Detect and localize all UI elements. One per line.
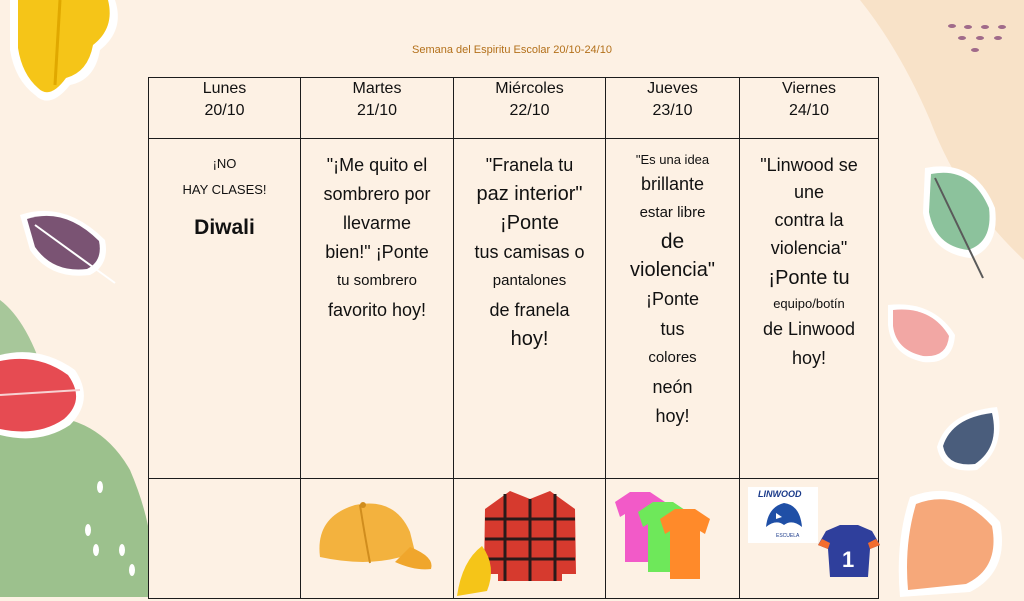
day-date: 23/10 [652, 102, 693, 119]
header-row [149, 78, 879, 139]
orange-leaf-icon [890, 482, 1015, 597]
day-header-monday [149, 78, 301, 139]
theme-line: neón [652, 377, 693, 397]
theme-line: ¡NO [212, 156, 237, 171]
image-cell-wednesday [454, 479, 606, 599]
jersey-number: 1 [842, 547, 855, 572]
day-header-tuesday [301, 78, 454, 139]
theme-line: tu sombrero [336, 272, 418, 289]
yellow-leaf-small-icon [452, 541, 502, 601]
day-date: 22/10 [509, 102, 550, 119]
theme-line: hoy! [510, 328, 549, 350]
theme-line: favorito hoy! [327, 300, 427, 320]
green-leaf-icon [915, 158, 1005, 283]
theme-line: brillante [640, 174, 705, 194]
theme-cell-tuesday [301, 139, 454, 479]
theme-line: Diwali [194, 216, 255, 239]
day-header-friday [740, 78, 879, 139]
theme-line: de [660, 230, 685, 253]
theme-line: colores [648, 349, 697, 366]
theme-line: "Franela tu [485, 155, 574, 175]
theme-line: "Linwood se [760, 155, 858, 175]
day-name: Lunes [202, 80, 247, 97]
theme-line: "Es una idea [635, 152, 710, 167]
day-date: 21/10 [356, 102, 398, 119]
logo-subtitle: ESCUELA [776, 533, 800, 539]
theme-cell-monday [149, 139, 301, 479]
theme-line: tus camisas o [474, 242, 585, 262]
image-cell-friday [740, 479, 879, 599]
day-date: 24/10 [788, 102, 830, 119]
theme-line: de franela [489, 300, 570, 320]
theme-line: pantalones [492, 272, 567, 289]
theme-line: equipo/botín [773, 296, 845, 311]
image-row [149, 479, 879, 599]
logo-name: LINWOOD [758, 489, 802, 499]
theme-line: hoy! [655, 406, 690, 426]
purple-leaf-icon [15, 205, 125, 285]
theme-line: ¡Ponte [500, 212, 559, 234]
theme-line: de Linwood [762, 319, 856, 339]
day-name: Jueves [647, 80, 698, 97]
page-title: Semana del Espiritu Escolar 20/10-24/10 [412, 44, 612, 56]
image-cell-tuesday [301, 479, 454, 599]
day-name: Miércoles [495, 80, 564, 97]
jersey-icon [816, 523, 882, 579]
theme-line: estar libre [639, 204, 706, 221]
day-date: 20/10 [204, 102, 245, 119]
theme-cell-friday [740, 139, 879, 479]
theme-line: sombrero por [323, 184, 431, 204]
theme-line: "¡Me quito el [326, 155, 428, 175]
day-name: Martes [352, 80, 402, 97]
day-header-thursday [606, 78, 740, 139]
theme-cell-wednesday [454, 139, 606, 479]
linwood-logo [748, 487, 818, 543]
theme-line: llevarme [342, 213, 412, 233]
theme-line: violencia" [770, 238, 848, 258]
day-header-wednesday [454, 78, 606, 139]
yellow-leaf-icon [0, 0, 130, 115]
theme-line: hoy! [791, 348, 827, 368]
theme-line: violencia" [630, 259, 715, 281]
cap-icon [315, 497, 435, 577]
red-leaf-icon [0, 345, 95, 445]
neon-tshirts-icon [610, 487, 735, 587]
spirit-week-table [148, 77, 879, 599]
theme-line: ¡Ponte [645, 289, 700, 309]
theme-line: tus [660, 319, 685, 339]
pink-leaf-icon [883, 300, 963, 370]
theme-line: ¡Ponte tu [768, 267, 850, 289]
theme-cell-thursday [606, 139, 740, 479]
navy-leaf-icon [932, 402, 1007, 477]
theme-line: paz interior" [476, 183, 583, 205]
image-cell-thursday [606, 479, 740, 599]
wolf-icon [762, 499, 804, 531]
image-cell-monday [149, 479, 301, 599]
theme-line: bien!" ¡Ponte [325, 242, 429, 262]
theme-line: une [793, 182, 825, 202]
theme-row [149, 139, 879, 479]
theme-line: contra la [774, 210, 844, 230]
theme-line: HAY CLASES! [182, 182, 267, 197]
day-name: Viernes [782, 80, 836, 97]
